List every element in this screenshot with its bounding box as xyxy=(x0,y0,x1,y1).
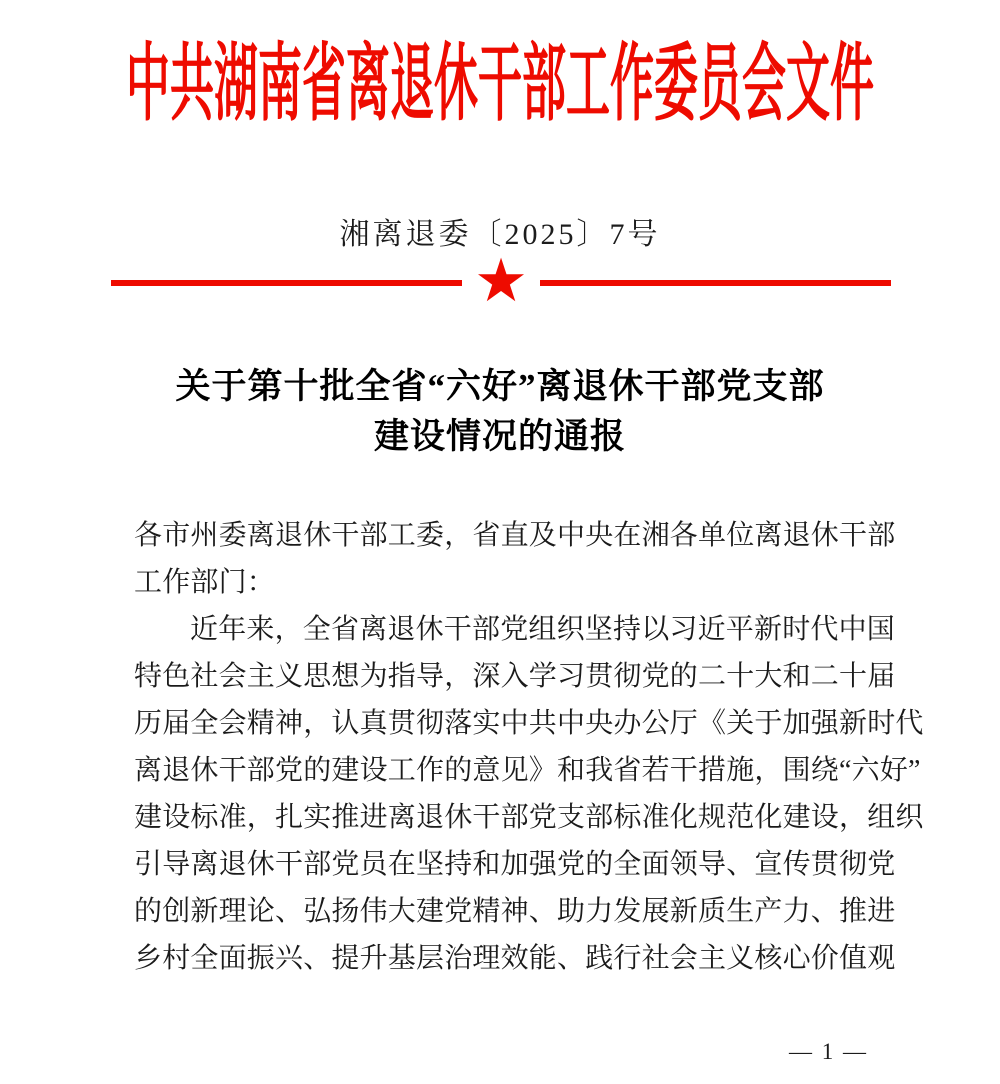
body-line: 乡村全面振兴、提升基层治理效能、践行社会主义核心价值观 xyxy=(134,943,896,974)
body-line: 引导离退休干部党员在坚持和加强党的全面领导、宣传贯彻党 xyxy=(134,849,896,880)
body-line: 特色社会主义思想为指导，深入学习贯彻党的二十大和二十届 xyxy=(134,661,896,692)
page-number: — 1 — xyxy=(789,1039,868,1064)
body-line: 历届全会精神，认真贯彻落实中共中央办公厅《关于加强新时代 xyxy=(134,708,924,739)
document-number: 湘离退委〔2025〕7号 xyxy=(339,218,661,251)
issuing-org-title: 中共湖南省离退休干部工作委员会文件 xyxy=(126,37,874,132)
star-icon: ★ xyxy=(474,248,528,314)
document-body xyxy=(134,512,924,982)
body-line: 建设标准，扎实推进离退休干部党支部标准化规范化建设，组织 xyxy=(134,802,924,833)
document-letterhead xyxy=(0,20,1000,132)
salutation-line: 各市州委离退休干部工委，省直及中央在湘各单位离退休干部 xyxy=(134,520,896,551)
divider-line-right xyxy=(540,280,891,286)
body-line: 离退休干部党的建设工作的意见》和我省若干措施，围绕“六好” xyxy=(134,755,921,786)
body-line: 的创新理论、弘扬伟大建党精神、助力发展新质生产力、推进 xyxy=(134,896,896,927)
title-line-2: 建设情况的通报 xyxy=(373,417,626,456)
divider-line-left xyxy=(111,280,462,286)
body-line: 近年来，全省离退休干部党组织坚持以习近平新时代中国 xyxy=(190,614,896,645)
red-divider xyxy=(111,248,891,314)
salutation-line: 工作部门： xyxy=(134,567,276,598)
document-title xyxy=(0,362,1000,462)
title-line-1: 关于第十批全省“六好”离退休干部党支部 xyxy=(175,367,825,406)
